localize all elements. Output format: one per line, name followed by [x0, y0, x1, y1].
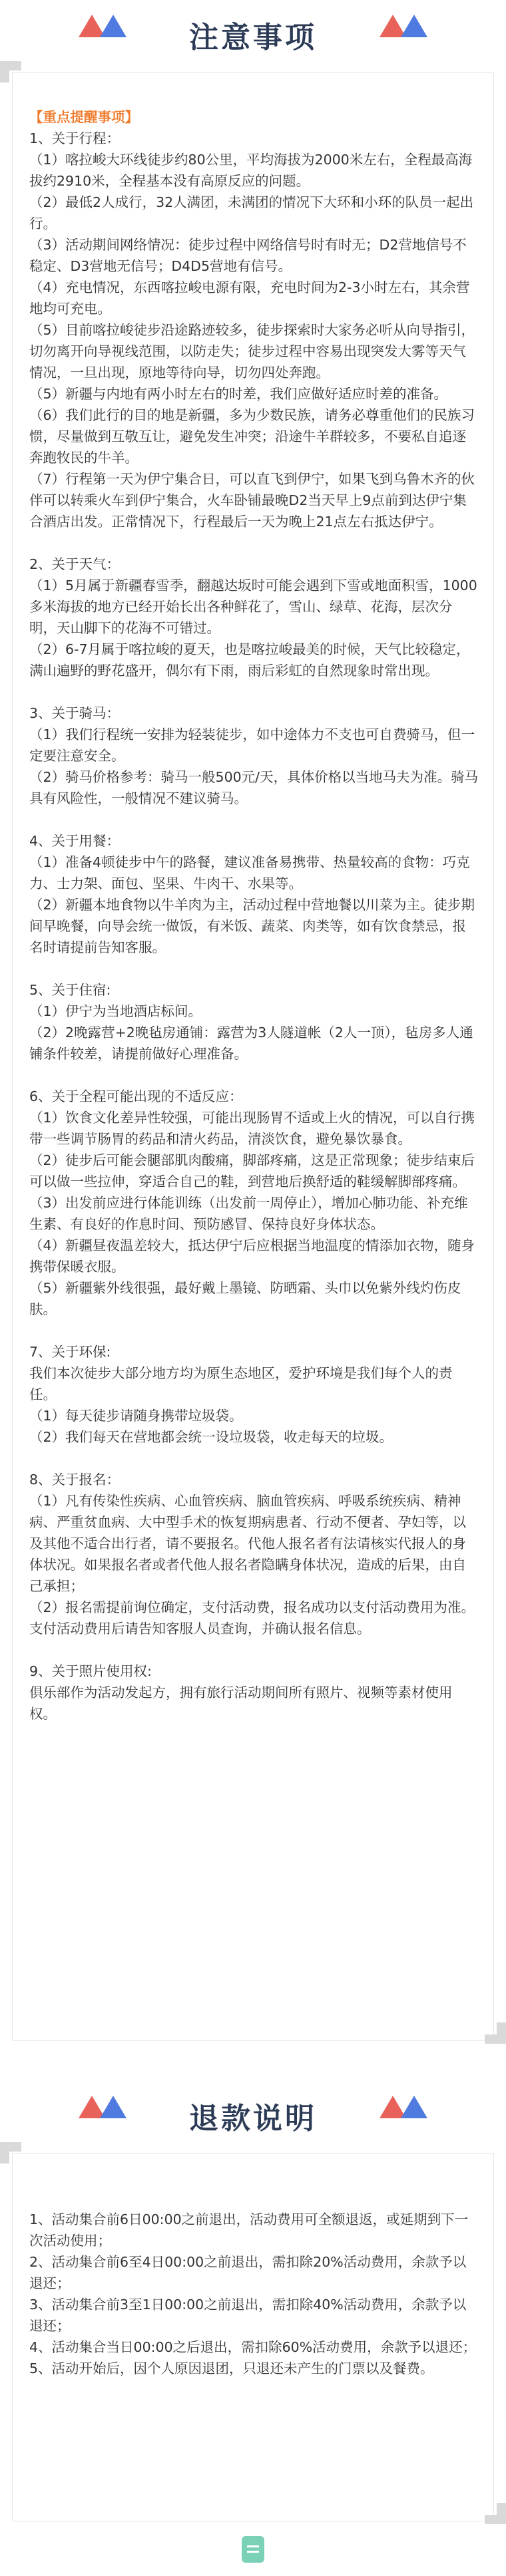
notice-line: 4、关于用餐：	[29, 833, 121, 849]
notice-line: （1）每天徒步请随身携带垃圾袋。	[29, 1408, 243, 1424]
notice-header	[0, 13, 506, 56]
paragraph-gap	[29, 1639, 479, 1661]
notice-line: （7）行程第一天为伊宁集合日，可以直飞到伊宁，如果飞到乌鲁木齐的伙伴可以转乘火车到伊宁集合，火车卧铺最晚D2当天早上9点前到达伊宁集合酒店出发。正常情况下，行程最后一天为晚上21点左右抵达伊宁。	[29, 471, 475, 530]
notice-line: （4）新疆昼夜温差较大，抵达伊宁后应根据当地温度的情添加衣物，随身携带保暖衣服。	[29, 1237, 475, 1275]
refund-line: 2、活动集合前6至4日00:00之前退出，需扣除20%活动费用，余款予以退还；	[29, 2254, 467, 2291]
notice-line: 6、关于全程可能出现的不适反应：	[29, 1088, 243, 1104]
right-triangle-blue	[401, 2096, 427, 2118]
notice-line: （3）活动期间网络情况：徒步过程中网络信号时有时无；D2营地信号不稳定、D3营地无信号；D4D5营地有信号。	[29, 237, 467, 274]
notice-line: （1）伊宁为当地酒店标间。	[29, 1003, 202, 1019]
notice-line: （2）2晚露营+2晚毡房通铺：露营为3人隧道帐（2人一顶），毡房多人通铺条件较差，请提前做好心理准备。	[29, 1025, 473, 1062]
notice-line: 9、关于照片使用权:	[29, 1663, 152, 1679]
notice-line: （3）出发前应进行体能训练（出发前一周停止），增加心肺功能、补充维生素、有良好的作息时间、预防感冒、保持良好身体状态。	[29, 1195, 468, 1232]
right-triangle-blue	[401, 15, 427, 37]
paragraph-gap	[29, 1320, 479, 1341]
corner-decoration	[485, 2503, 506, 2524]
notice-line: （2）我们每天在营地都会统一设垃圾袋，收走每天的垃圾。	[29, 1429, 393, 1445]
notice-line: （1）我们行程统一安排为轻装徒步，如中途体力不支也可自费骑马，但一定要注意安全。	[29, 726, 475, 764]
notice-line: （1）喀拉峻大环线徒步约80公里，平均海拔为2000米左右，全程最高海拔约2910米，全程基本没有高原反应的问题。	[29, 152, 473, 189]
refund-line: 4、活动集合当日00:00之后退出，需扣除60%活动费用，余款予以退还；	[29, 2339, 477, 2355]
notice-line: （2）骑马价格参考：骑马一般500元/天，具体价格以当地马夫为准。骑马具有风险性，一般情况不建议骑马。	[29, 769, 479, 806]
notice-line: 3、关于骑马：	[29, 705, 121, 721]
notice-line: 5、关于住宿:	[29, 982, 111, 998]
notice-line: （1）5月属于新疆春雪季，翻越达坂时可能会遇到下雪或地面积雪，1000多米海拔的地方已经开始长出各种鲜花了，雪山、绿草、花海，层次分明，天山脚下的花海不可错过。	[29, 577, 477, 636]
refund-title: 退款说明	[189, 2102, 317, 2136]
paragraph-gap	[29, 681, 479, 703]
corner-decoration	[485, 2022, 506, 2044]
notice-line: 我们本次徒步大部分地方均为原生态地区，爱护环境是我们每个人的责任。	[29, 1365, 453, 1402]
highlight-heading: 【重点提醒事项】	[29, 109, 138, 125]
notice-line: （2）徒步后可能会腿部肌肉酸痛，脚部疼痛，这是正常现象；徒步结束后可以做一些拉伸，穿适合自己的鞋，到营地后换舒适的鞋缓解脚部疼痛。	[29, 1152, 475, 1190]
notice-line: 2、关于天气：	[29, 556, 121, 572]
notice-line: （1）准备4顿徒步中午的路餐，建议准备易携带、热量较高的食物：巧克力、士力架、面包、坚果、牛肉干、水果等。	[29, 854, 470, 891]
refund-header	[0, 2094, 506, 2137]
notice-line: 俱乐部作为活动发起方，拥有旅行活动期间所有照片、视频等素材使用权。	[29, 1685, 453, 1722]
notice-line: （1）凡有传染性疾病、心血管疾病、脑血管疾病、呼吸系统疾病、精神病、严重贫血病、大中型手术的恢复期病患者、行动不便者、孕妇等，以及其他不适合出行者，请不要报名。代他人报名者有法请核实代报人的身体状况。如果报名者或者代他人报名者隐瞒身体状况，造成的后果，由自己承担；	[29, 1493, 466, 1594]
notice-title: 注意事项	[189, 21, 317, 55]
paragraph-gap	[29, 532, 479, 554]
notice-line: 1、关于行程：	[29, 130, 121, 146]
refund-content	[29, 2209, 479, 2379]
document-icon	[242, 2536, 264, 2563]
notice-line: 7、关于环保:	[29, 1344, 111, 1360]
refund-lines	[29, 2209, 479, 2379]
paragraph-gap	[29, 1064, 479, 1086]
notice-line: （5）新疆与内地有两小时左右的时差，我们应做好适应时差的准备。	[29, 386, 448, 402]
refund-line: 3、活动集合前3至1日00:00之前退出，需扣除40%活动费用，余款予以退还；	[29, 2297, 467, 2334]
notice-line: 8、关于报名：	[29, 1472, 121, 1488]
notice-line: （1）饮食文化差异性较强，可能出现肠胃不适或上火的情况，可以自行携带一些调节肠胃的药品和清火药品，清淡饮食，避免暴饮暴食。	[29, 1110, 475, 1147]
corner-decoration	[0, 61, 21, 82]
corner-decoration	[0, 2142, 21, 2164]
notice-line: （2）6-7月属于喀拉峻的夏天，也是喀拉峻最美的时候，天气比较稳定，满山遍野的野花盛开，偶尔有下雨，雨后彩虹的自然现象时常出现。	[29, 641, 470, 679]
notice-line: （2）最低2人成行，32人满团，未满团的情况下大环和小环的队员一起出行。	[29, 194, 474, 232]
notice-line: （5）新疆紫外线很强，最好戴上墨镜、防晒霜、头巾以免紫外线灼伤皮肤。	[29, 1280, 461, 1317]
refund-line: 1、活动集合前6日00:00之前退出，活动费用可全额退返，或延期到下一次活动使用；	[29, 2211, 469, 2249]
notice-line: （6）我们此行的目的地是新疆，多为少数民族，请务必尊重他们的民族习惯，尽量做到互敬互让，避免发生冲突；沿途牛羊群较多，不要私自追逐奔跑牧民的牛羊。	[29, 407, 475, 466]
notice-line: （2）新疆本地食物以牛羊肉为主，活动过程中营地餐以川菜为主。徒步期间早晚餐，向导会统一做饭，有米饭、蔬菜、肉类等，如有饮食禁忌，报名时请提前告知客服。	[29, 897, 475, 955]
notice-line: （5）目前喀拉峻徒步沿途路迹较多，徒步探索时大家务必听从向导指引，切勿离开向导视线范围，以防走失；徒步过程中容易出现突发大雾等天气情况，一旦出现，原地等待向导，切勿四处奔跑。	[29, 322, 475, 381]
refund-line: 5、活动开始后，因个人原因退团，只退还未产生的门票以及餐费。	[29, 2360, 434, 2376]
paragraph-gap	[29, 809, 479, 830]
paragraph-gap	[29, 1448, 479, 1469]
paragraph-gap	[29, 958, 479, 979]
notice-lines	[29, 128, 479, 1724]
notice-line: （2）报名需提前询位确定，支付活动费，报名成功以支付活动费用为准。支付活动费用后请告知客服人员查询，并确认报名信息。	[29, 1599, 475, 1637]
notice-line: （4）充电情况，东西喀拉峻电源有限，充电时间为2-3小时左右，其余营地均可充电。	[29, 279, 470, 317]
notice-content	[29, 106, 479, 1724]
